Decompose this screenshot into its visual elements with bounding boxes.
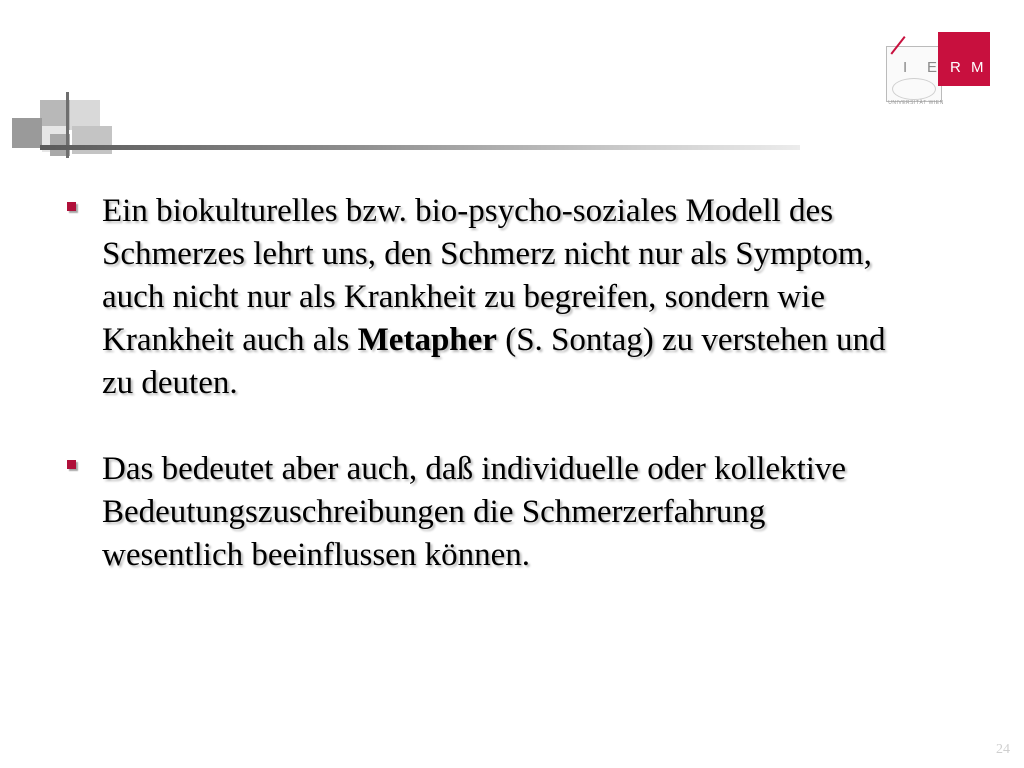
title-divider-line (40, 145, 800, 150)
university-seal-icon (892, 78, 936, 100)
logo-letter-r: R (950, 59, 961, 76)
bullet-text-part: (S. Sontag) zu verstehen und zu deuten. (102, 322, 886, 401)
deco-square (12, 118, 42, 148)
ierm-logo (886, 32, 992, 108)
logo-letter-i: I (903, 59, 908, 76)
bullet-item (66, 190, 896, 405)
bullet-list (66, 190, 896, 577)
bullet-text (102, 190, 896, 405)
logo-letter-m: M (971, 59, 984, 76)
bullet-bold-term: Metapher (357, 322, 497, 358)
bullet-item (66, 448, 896, 577)
logo-subtitle: UNIVERSITÄT WIEN (888, 100, 944, 106)
page-number: 24 (996, 742, 1010, 757)
bullet-square-icon (67, 202, 76, 211)
bullet-text: Das bedeutet aber auch, daß individuelle oder kollektive Bedeutungszuschreibungen die Schmerzerfahrung wesentlich beeinflussen können. (102, 451, 847, 573)
logo-letter-e: E (927, 59, 938, 76)
bullet-square-icon (67, 460, 76, 469)
bullet-text-part: Ein biokulturelles bzw. bio-psycho-soziales Modell des Schmerzes lehrt uns, den Schmerz nicht nur als Symptom, auch nicht nur als Krankheit zu begreifen, sondern wie Krankheit auch als (102, 193, 872, 358)
